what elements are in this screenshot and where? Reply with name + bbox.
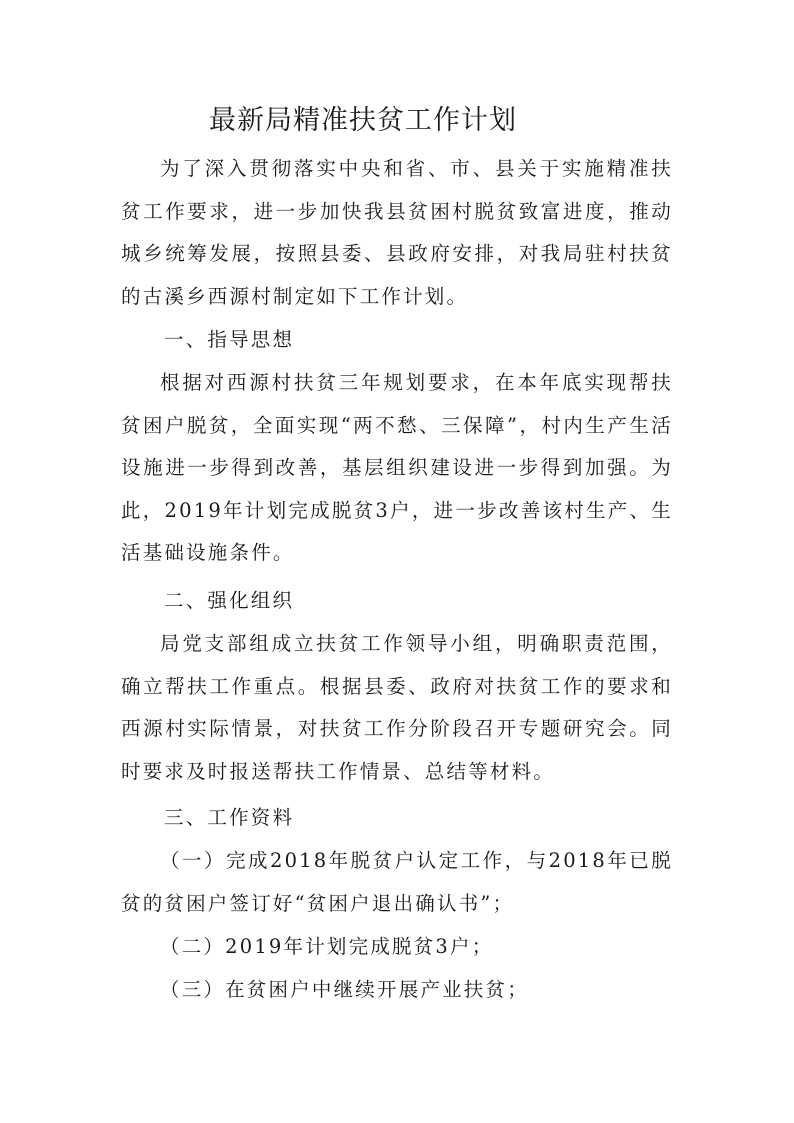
- section-heading-strengthen-organization: 二、强化组织: [164, 589, 295, 612]
- work-item-3: （三）在贫困户中继续开展产业扶贫；: [160, 978, 529, 1001]
- section-heading-guiding-ideology: 一、指导思想: [164, 328, 295, 351]
- section-paragraph-guiding-ideology: 根据对西源村扶贫三年规划要求，在本年底实现帮扶贫困户脱贫，全面实现“两不愁、三保障”，村内生产生活设施进一步得到改善，基层组织建设进一步得到加强。为此，2019年计划完成脱贫3户，进一步改善该村生产、生活基础设施条件。: [121, 371, 673, 564]
- section-paragraph-strengthen-organization: 局党支部组成立扶贫工作领导小组，明确职责范围，确立帮扶工作重点。根据县委、政府对扶贫工作的要求和西源村实际情景，对扶贫工作分阶段召开专题研究会。同时要求及时报送帮扶工作情景、总结等材料。: [121, 632, 673, 783]
- document-title: 最新局精准扶贫工作计划: [209, 105, 517, 136]
- work-item-2: （二）2019年计划完成脱贫3户；: [160, 935, 494, 958]
- work-item-1: （一）完成2018年脱贫户认定工作，与2018年已脱贫的贫困户签订好“贫困户退出确认书”；: [121, 849, 673, 915]
- section-heading-work-materials: 三、工作资料: [164, 806, 295, 829]
- intro-paragraph: 为了深入贯彻落实中央和省、市、县关于实施精准扶贫工作要求，进一步加快我县贫困村脱贫致富进度，推动城乡统筹发展，按照县委、县政府安排，对我局驻村扶贫的古溪乡西源村制定如下工作计划。: [121, 157, 673, 308]
